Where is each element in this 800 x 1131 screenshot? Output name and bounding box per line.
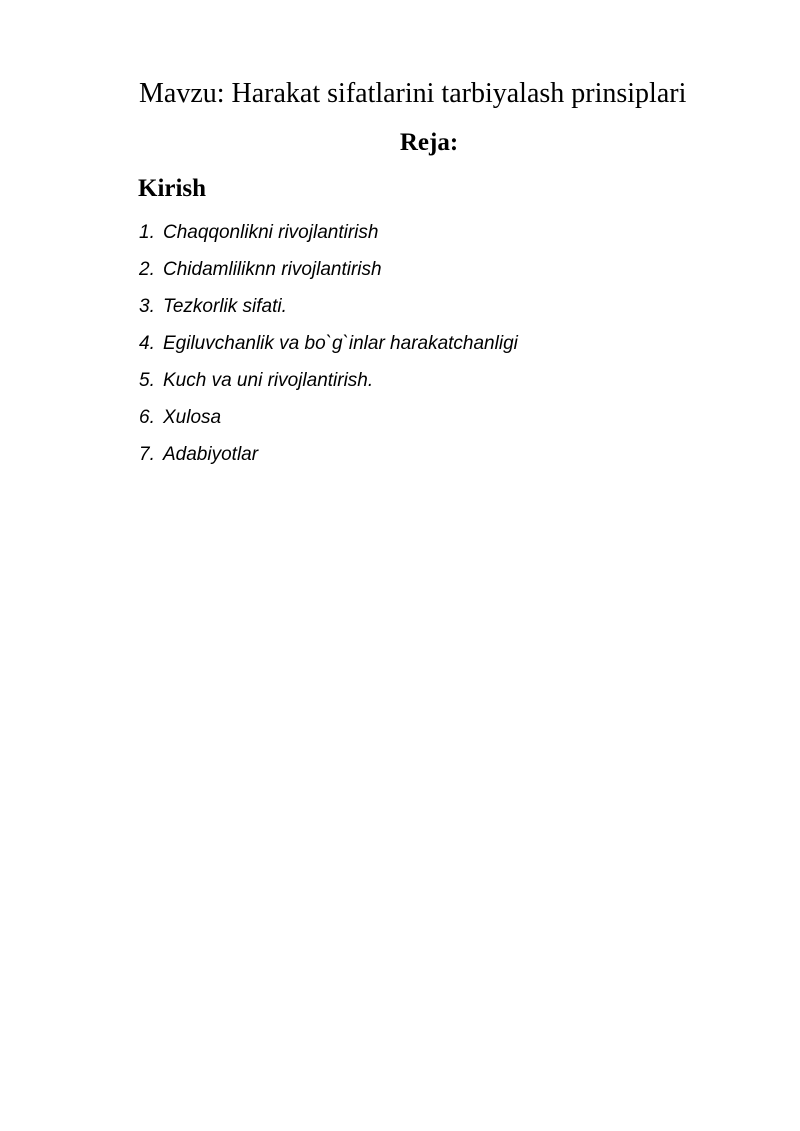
- plan-item-number: 1.: [139, 222, 155, 243]
- plan-item-text: Chidamliliknn rivojlantirish: [163, 259, 382, 280]
- plan-list: [139, 219, 518, 478]
- plan-item-number: 6.: [139, 407, 155, 428]
- plan-item: [139, 330, 518, 367]
- plan-heading: Reja:: [399, 129, 459, 156]
- plan-item-number: 2.: [139, 259, 155, 280]
- plan-item: [139, 293, 518, 330]
- section-heading: Kirish: [138, 175, 207, 202]
- plan-item-text: Xulosa: [163, 407, 222, 428]
- plan-item-number: 7.: [139, 444, 155, 465]
- plan-item: [139, 256, 518, 293]
- plan-item-number: 5.: [139, 370, 155, 391]
- plan-item: [139, 441, 518, 478]
- plan-item-text: Kuch va uni rivojlantirish.: [163, 370, 374, 391]
- plan-item: [139, 367, 518, 404]
- plan-item-text: Egiluvchanlik va bo`g`inlar harakatchanligi: [163, 333, 518, 354]
- plan-item: [139, 404, 518, 441]
- document-title: Mavzu: Harakat sifatlarini tarbiyalash prinsiplari: [139, 78, 687, 109]
- plan-item-number: 4.: [139, 333, 155, 354]
- plan-item: [139, 219, 518, 256]
- plan-item-text: Adabiyotlar: [163, 444, 259, 465]
- plan-item-number: 3.: [139, 296, 155, 317]
- plan-item-text: Chaqqonlikni rivojlantirish: [163, 222, 379, 243]
- plan-item-text: Tezkorlik sifati.: [163, 296, 287, 317]
